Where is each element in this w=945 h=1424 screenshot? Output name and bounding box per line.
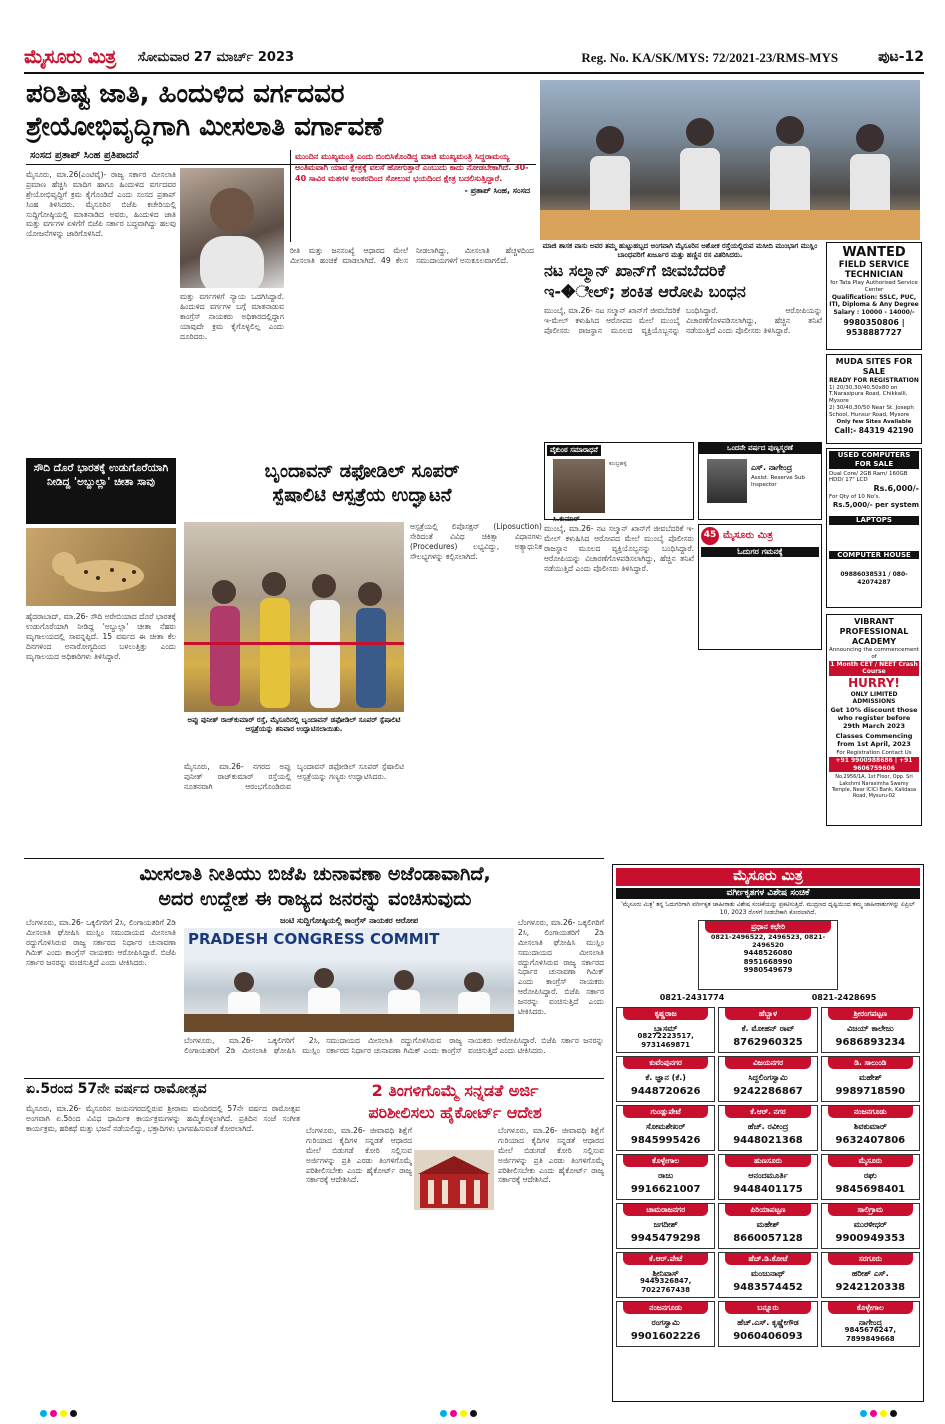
agent-area-heading: ಸಾಲಿಗ್ರಾಮ — [828, 1204, 913, 1215]
lead-kicker: ಸಂಸದ ಪ್ರತಾಪ್ ಸಿಂಹ ಪ್ರತಿಪಾದನೆ — [30, 150, 139, 161]
head-office-heading: ಪ್ರಧಾನ ಕಛೇರಿ — [705, 921, 831, 932]
classified-agent-cell — [821, 1252, 920, 1298]
agent-area-heading: ಬನ್ನೂರು — [725, 1302, 810, 1313]
academy-phone: +91 9900988686 | +91 9606759606 — [829, 757, 919, 772]
magenta-mark-icon — [50, 1410, 57, 1417]
lead-body-col-2: ಮತ್ತು ವರ್ಗಗಳಿಗೆ ನ್ಯಾಯ ಒದಗಿಸಿದ್ದಾರೆ. ಹಿಂದುಳಿದ ವರ್ಗಗಳ ಬಗ್ಗೆ ಮಾತನಾಡುವ ಕಾಂಗ್ರೆಸ್ ನಾಯಕರು ಅಧಿಕಾರದಲ್ಲಿದ್ದಾಗ ಯಾವುದೇ ಕ್ರಮ ಕೈಗೊಳ್ಳಲಿಲ್ಲ ಎಂದು ದೂರಿದರು. — [180, 292, 284, 341]
computers-phone: 09886038531 / 080- 42074287 — [840, 571, 908, 586]
muda-line-2: 2) 30/40,30/50 Near St. Joseph School, Hunsur Road, Mysore — [829, 405, 914, 418]
salman-headline-line-1: ನಟ ಸಲ್ಮಾನ್ ಖಾನ್‌ಗೆ ಜೀವಬೆದರಿಕೆ — [544, 261, 726, 280]
readers-notice-box — [698, 524, 822, 650]
agent-area-heading: ಹೆಚ್.ಡಿ.ಕೋಟೆ — [725, 1253, 810, 1264]
muda-sub: READY FOR REGISTRATION — [829, 377, 919, 384]
lead-body-col-1: ಮೈಸೂರು, ಮಾ.26(ಎಂಟಿವೈ)- ರಾಜ್ಯ ಸರ್ಕಾರ ಮೀಸಲಾತಿ ಪ್ರಮಾಣ ಹೆಚ್ಚಿಸಿ ಮಾದಿಗ ಹಾಗೂ ಹಿಂದುಳಿದ ವರ್ಗದವರ ಶ್ರೇಯೋಭಿವೃದ್ಧಿಗೆ ಕ್ರಮ ಕೈಗೊಂಡಿದೆ ಎಂದು ಸಂಸದ ಪ್ರತಾಪ್ ಸಿಂಹ ತಿಳಿಸಿದರು. ಮೈಸೂರಿನ ಬಿಜೆಪಿ ಕಚೇರಿಯಲ್ಲಿ ಸುದ್ದಿಗೋಷ್ಠಿಯಲ್ಲಿ ಮಾತನಾಡಿದ ಅವರು, ಹಿಂದುಳಿದ ಜಾತಿ ಮತ್ತು ವರ್ಗಗಳ ಏಳಿಗೆಗೆ ಬಿಜೆಪಿ ಸರ್ಕಾರ ಬದ್ಧವಾಗಿದ್ದು ಹಲವು ಯೋಜನೆಗಳನ್ನು ಜಾರಿಗೊಳಿಸಿದೆ. — [26, 170, 176, 239]
classified-agent-cell — [616, 1056, 715, 1102]
muda-line-3: Only few Sites Available — [836, 418, 912, 425]
classifieds-agent-grid — [616, 1007, 920, 1347]
agent-phone: 9448720626 — [630, 1085, 701, 1097]
cyan-mark-icon — [40, 1410, 47, 1417]
cyan-mark-icon — [440, 1410, 447, 1417]
bjp-body-col-2: ಬೆಂಗಳೂರು, ಮಾ.26- ಒಕ್ಕಲಿಗರಿಗೆ 2ಸಿ, ಲಿಂಗಾಯತರಿಗೆ 2ಡಿ ಮೀಸಲಾತಿ ಘೋಷಿಸಿ ಮುಸ್ಲಿಂ ಸಮುದಾಯದ ಮೀಸಲಾತಿ ರದ್ದುಗೊಳಿಸಿರುವ ರಾಜ್ಯ ಸರ್ಕಾರದ ನಿರ್ಧಾರ ಚುನಾವಣಾ ಗಿಮಿಕ್ ಎಂದು ಕಾಂಗ್ರೆಸ್ ನಾಯಕರು ಆರೋಪಿಸಿದ್ದಾರೆ. ಬಿಜೆಪಿ ಸರ್ಕಾರ ಜನರನ್ನು ವಂಚಿಸುತ್ತಿದೆ ಎಂದು ಟೀಕಿಸಿದರು. — [184, 1036, 604, 1055]
lead-quote — [290, 150, 534, 242]
agent-name: ಮಹೇಶ್ — [858, 1072, 882, 1082]
lead-headline — [26, 80, 536, 141]
agent-name: ಹೆಚ್.ಎಸ್. ಕೃಷ್ಣೇಗೌಡ — [737, 1317, 799, 1327]
classified-agent-cell — [616, 1203, 715, 1249]
print-registration-marks — [860, 1410, 897, 1417]
agent-phone: 9845995426 — [630, 1134, 701, 1146]
agent-area-heading: ಕುವೆಂಪುನಗರ — [623, 1057, 708, 1068]
agent-area-heading: ಸರಗೂರು — [828, 1253, 913, 1264]
agent-phone: 9632407806 — [835, 1134, 906, 1146]
magenta-mark-icon — [450, 1410, 457, 1417]
head-office-phone-3: 8951668990 — [743, 957, 793, 966]
classified-agent-cell — [718, 1154, 817, 1200]
agent-phone: 9945479298 — [630, 1232, 701, 1244]
classifieds-logo: ಮೈಸೂರು ಮಿತ್ರ — [616, 868, 920, 886]
magenta-mark-icon — [870, 1410, 877, 1417]
black-mark-icon — [470, 1410, 477, 1417]
top-photo-caption: ಮಾಜಿ ಶಾಸಕ ವಾಸು ಅವರ ತಮ್ಮ ಹುಟ್ಟುಹಬ್ಬದ ಅಂಗವಾಗಿ ಮೈಸೂರಿನ ಅಶೋಕ ರಸ್ತೆಯಲ್ಲಿರುವ ಮಸೀದಿ ಮುಂಭಾಗ ಮುಸ್ಲಿಂ ಬಾಂಧವರಿಗೆ ಖರ್ಜೂರ ಮತ್ತು ಹಣ್ಣಿನ ರಸ ವಿತರಿಸಿದರು. — [542, 242, 818, 259]
obituary-2-role: Assist. Reserve Sub Inspector — [751, 475, 805, 488]
classifieds-section — [612, 864, 924, 1402]
highcourt-headline-line-1: 2 ತಿಂಗಳಿಗೊಮ್ಮೆ ಸನ್ನಡತೆ ಅರ್ಜಿ — [371, 1081, 539, 1100]
court-building-icon — [414, 1150, 494, 1210]
classified-agent-cell — [718, 1105, 817, 1151]
agent-phone: 9916621007 — [630, 1183, 701, 1195]
black-mark-icon — [70, 1410, 77, 1417]
obituary-1-text: ಕುಂಬ್ರಹಳ್ಳಿ — [609, 461, 627, 467]
highcourt-headline-line-2: ಪರಿಶೀಲಿಸಲು ಹೈಕೋರ್ಟ್ ಆದೇಶ — [368, 1102, 542, 1122]
academy-title: VIBRANT PROFESSIONAL ACADEMY — [839, 617, 909, 646]
agent-name: ಮಂಜುನಾಥ್ — [750, 1268, 786, 1278]
head-office-phone-2: 9448526080 — [743, 948, 793, 957]
computer-house-name: COMPUTER HOUSE — [829, 551, 919, 560]
academy-contact: For Registration Contact Us — [836, 750, 912, 757]
agent-phone: 08272223517, 9731469871 — [637, 1031, 694, 1049]
anniversary-badge: 45 — [701, 527, 719, 545]
readers-box-logo: ಮೈಸೂರು ಮಿತ್ರ — [723, 529, 773, 541]
wanted-desc: for Tata Play Authorised Service Center — [830, 279, 918, 293]
agent-name: ಕೆ. ಜ್ಞಾನ (ಕೆ.) — [645, 1072, 686, 1082]
ramzan-distribution-photo — [540, 80, 920, 240]
agent-name: ಮುರಳೀಧರ್ — [853, 1219, 887, 1229]
bjp-body-col-3: ಬೆಂಗಳೂರು, ಮಾ.26- ಒಕ್ಕಲಿಗರಿಗೆ 2ಸಿ, ಲಿಂಗಾಯತರಿಗೆ 2ಡಿ ಮೀಸಲಾತಿ ಘೋಷಿಸಿ ಮುಸ್ಲಿಂ ಸಮುದಾಯದ ಮೀಸಲಾತಿ ರದ್ದುಗೊಳಿಸಿರುವ ರಾಜ್ಯ ಸರ್ಕಾರದ ನಿರ್ಧಾರ ಚುನಾವಣಾ ಗಿಮಿಕ್ ಎಂದು ಕಾಂಗ್ರೆಸ್ ನಾಯಕರು ಆರೋಪಿಸಿದ್ದಾರೆ. ಬಿಜೆಪಿ ಸರ್ಕಾರ ಜನರನ್ನು ವಂಚಿಸುತ್ತಿದೆ ಎಂದು ಟೀಕಿಸಿದರು. — [518, 918, 604, 1017]
agent-name: ಬ್ಲಾಸಮ್ — [653, 1023, 678, 1033]
divider — [24, 1078, 604, 1079]
mp-portrait-photo — [180, 168, 284, 288]
academy-hurry: HURRY! — [848, 675, 900, 690]
agent-phone: 9686893234 — [835, 1036, 906, 1048]
head-office-phone: 0821-2496522, 2496523, 0821-2496520 — [710, 932, 826, 949]
agent-name: ರಂಗಸ್ವಾಮಿ — [651, 1317, 680, 1327]
agent-area-heading: ಕೊಳ್ಳೇಗಾಲ — [623, 1155, 708, 1166]
salman-headline — [544, 262, 822, 300]
computers-qty-price: Rs.5,000/- per system — [832, 501, 919, 510]
quote-byline: - ಪ್ರತಾಪ್ ಸಿಂಹ, ಸಂಸದ — [464, 186, 530, 196]
agent-name: ನಾಗೇಂದ್ರ — [858, 1317, 882, 1327]
agent-name: ಜಗದೀಶ್ — [653, 1219, 678, 1229]
agent-area-heading: ಹುಣಸೂರು — [725, 1155, 810, 1166]
agent-area-heading: ನಂಜನಗೂಡು — [828, 1106, 913, 1117]
hospital-headline-line-1: ಬೃಂದಾವನ್ ಡಫೋಡಿಲ್ ಸೂಪರ್ — [264, 461, 460, 482]
classifieds-intro: 'ಮೈಸೂರು ಮಿತ್ರ' ತನ್ನ ಓದುಗರಿಗಾಗಿ ವರ್ಗೀಕೃತ ಜಾಹೀರಾತು ವಿಶೇಷ ಸಂಚಿಕೆಯನ್ನು ಪ್ರಕಟಿಸುತ್ತಿದೆ. ಮುದ್ರಣದ ದೃಷ್ಟಿಯಿಂದ ತಮ್ಮ ಜಾಹೀರಾತುಗಳನ್ನು ಏಪ್ರಿಲ್ 10, 2023 ರೊಳಗೆ ನೀಡಬೇಕಾಗಿ ಕೋರಲಾಗಿದೆ. — [621, 900, 915, 916]
hospital-headline — [184, 462, 540, 506]
hospital-headline-line-2: ಸ್ಪೆಷಾಲಿಟಿ ಆಸ್ಪತ್ರೆಯ ಉದ್ಘಾಟನೆ — [272, 484, 452, 506]
lead-headline-line-1: ಪರಿಶಿಷ್ಟ ಜಾತಿ, ಹಿಂದುಳಿದ ವರ್ಗದವರ — [26, 79, 345, 109]
obituary-2-name: ಎಸ್. ನಾಗೇಂದ್ರ — [751, 463, 793, 472]
academy-limited: ONLY LIMITED ADMISSIONS — [850, 690, 898, 706]
lead-headline-line-2: ಶ್ರೇಯೋಭಿವೃದ್ಧಿಗಾಗಿ ಮೀಸಲಾತಿ ವರ್ಗಾವಣೆ — [26, 111, 384, 142]
salman-body-continued: ಮುಂಬೈ, ಮಾ.26- ನಟ ಸಲ್ಮಾನ್ ಖಾನ್‌ಗೆ ಜೀವಬೆದರಿಕೆ ಇ-ಮೇಲ್ ಕಳುಹಿಸಿದ ಆರೋಪದ ಮೇಲೆ ಮುಂಬೈ ಪೊಲೀಸರು ರಾಜಸ್ಥಾನ ಮೂಲದ ವ್ಯಕ್ತಿಯೊಬ್ಬನನ್ನು ಬಂಧಿಸಿದ್ದಾರೆ. ಆರೋಪಿಯನ್ನು ವಿಚಾರಣೆಗೊಳಪಡಿಸಲಾಗಿದ್ದು, ಹೆಚ್ಚಿನ ತನಿಖೆ ನಡೆಯುತ್ತಿದೆ ಎಂದು ಪೊಲೀಸರು ತಿಳಿಸಿದ್ದಾರೆ. — [544, 524, 694, 573]
muda-sites-ad — [826, 354, 922, 444]
registration-number: Reg. No. KA/SK/MYS: 72/2021-23/RMS-MYS — [581, 49, 839, 65]
laptops-heading: LAPTOPS — [829, 516, 919, 525]
agent-name: ಹೆಚ್. ರವೀಂದ್ರ — [747, 1121, 789, 1131]
yellow-mark-icon — [60, 1410, 67, 1417]
cheetah-icon — [26, 528, 176, 606]
agent-name: ರಾಜು — [658, 1170, 674, 1180]
muda-title: MUDA SITES FOR SALE — [835, 357, 913, 376]
person-portrait-icon — [180, 168, 284, 288]
highcourt-headline — [306, 1082, 604, 1121]
hospital-body-2: ಆಸ್ಪತ್ರೆಯಲ್ಲಿ ಲಿಪೊಸಕ್ಷನ್ (Liposuction) ಸೇರಿದಂತೆ ವಿವಿಧ ಚಿಕಿತ್ಸಾ ವಿಧಾನಗಳು (Procedures) ಲಭ್ಯವಿದ್ದು, ಅತ್ಯಾಧುನಿಕ ಸೌಲಭ್ಯಗಳನ್ನು ಕಲ್ಪಿಸಲಾಗಿದೆ. — [410, 522, 542, 561]
agent-name: ವಿಜಯ್ ಕಾಲೇಜು — [847, 1023, 894, 1033]
classified-agent-cell — [718, 1007, 817, 1053]
yellow-mark-icon — [880, 1410, 887, 1417]
agent-area-heading: ಡಿ. ಸಾಲುಂಡಿ — [828, 1057, 913, 1068]
issue-date: ಸೋಮವಾರ 27 ಮಾರ್ಚ್ 2023 — [137, 49, 295, 65]
classified-agent-cell — [821, 1203, 920, 1249]
academy-discount: Get 10% discount those who register before 29th March 2023 — [830, 705, 918, 730]
readers-box-title: ಓದುಗರ ಗಮನಕ್ಕೆ — [701, 547, 819, 557]
agent-area-heading: ಶ್ರೀರಂಗಪಟ್ಟಣ — [828, 1008, 913, 1019]
computers-qty-label: For Qty of 10 No's. — [829, 494, 881, 501]
wanted-qualification: Qualification: SSLC, PUC, ITI, Diploma & Any Degree — [829, 293, 919, 309]
yellow-mark-icon — [460, 1410, 467, 1417]
highcourt-body-2: ಬೆಂಗಳೂರು, ಮಾ.26- ಜೀವಾವಧಿ ಶಿಕ್ಷೆಗೆ ಗುರಿಯಾದ ಕೈದಿಗಳ ಸನ್ನಡತೆ ಆಧಾರದ ಮೇಲೆ ಬಿಡುಗಡೆ ಕೋರಿ ಸಲ್ಲಿಸುವ ಅರ್ಜಿಗಳನ್ನು ಪ್ರತಿ ಎರಡು ತಿಂಗಳಿಗೊಮ್ಮೆ ಪರಿಶೀಲಿಸಬೇಕು ಎಂದು ಹೈಕೋರ್ಟ್ ರಾಜ್ಯ ಸರ್ಕಾರಕ್ಕೆ ಆದೇಶಿಸಿದೆ. — [498, 1126, 604, 1185]
cheetah-headline: ಸೌದಿ ದೊರೆ ಭಾರತಕ್ಕೆ ಉಡುಗೊರೆಯಾಗಿ ನೀಡಿದ್ದ 'ಅಬ್ದುಲ್ಲಾ' ಚೀತಾ ಸಾವು — [26, 458, 176, 524]
computers-spec: Dual Core/ 2GB Ram/ 160GB HDD/ 17" LCD — [829, 470, 908, 484]
print-registration-marks — [40, 1410, 77, 1417]
agent-phone: 9448401175 — [733, 1183, 803, 1195]
classified-agent-cell — [718, 1056, 817, 1102]
ramotsava-headline: ಏ.5ರಂದ 57ನೇ ವರ್ಷದ ರಾಮೋತ್ಸವ — [26, 1081, 207, 1097]
head-office-phone-4: 9980549679 — [743, 966, 793, 975]
salman-headline-line-2: ಇ-�ೇಲ್; ಶಂಕಿತ ಆರೋಪಿ ಬಂಧನ — [544, 281, 746, 301]
agent-area-heading: ಕೃಷ್ಣರಾಜ — [623, 1008, 708, 1019]
agent-phone: 9449326847, 7022767438 — [639, 1276, 692, 1294]
obituary-1-heading: ವೈಕುಂಠ ಸಮಾರಾಧನೆ — [547, 445, 601, 456]
computers-price: Rs.6,000/- — [873, 484, 919, 494]
agent-area-heading: ಚಾಮರಾಜನಗರ — [623, 1204, 708, 1215]
agent-phone: 9060406093 — [733, 1330, 803, 1342]
congress-banner-text: PRADESH CONGRESS COMMIT — [188, 930, 440, 948]
congress-press-meet-photo — [184, 928, 514, 1032]
agent-name: ಹರೀಶ್ ಎಸ್. — [851, 1268, 889, 1278]
black-mark-icon — [890, 1410, 897, 1417]
muda-phone: Call:- 84319 42190 — [834, 425, 914, 435]
agent-area-heading: ಗುಂಡ್ಲುಪೇಟೆ — [623, 1106, 708, 1117]
classifieds-head-office — [698, 920, 838, 990]
crowd-scene-icon — [540, 80, 920, 240]
agent-name: ಮಹೇಶ್ — [756, 1219, 780, 1229]
obituary-1 — [544, 442, 694, 523]
agent-area-heading: ವಿಜಯನಗರ — [725, 1057, 810, 1068]
agent-area-heading: ಪಿರಿಯಾಪಟ್ಟಣ — [725, 1204, 810, 1215]
highcourt-body-1: ಬೆಂಗಳೂರು, ಮಾ.26- ಜೀವಾವಧಿ ಶಿಕ್ಷೆಗೆ ಗುರಿಯಾದ ಕೈದಿಗಳ ಸನ್ನಡತೆ ಆಧಾರದ ಮೇಲೆ ಬಿಡುಗಡೆ ಕೋರಿ ಸಲ್ಲಿಸುವ ಅರ್ಜಿಗಳನ್ನು ಪ್ರತಿ ಎರಡು ತಿಂಗಳಿಗೊಮ್ಮೆ ಪರಿಶೀಲಿಸಬೇಕು ಎಂದು ಹೈಕೋರ್ಟ್ ರಾಜ್ಯ ಸರ್ಕಾರಕ್ಕೆ ಆದೇಶಿಸಿದೆ. — [306, 1126, 412, 1185]
classified-agent-cell — [718, 1301, 817, 1347]
divider — [24, 858, 604, 859]
agent-name: ಶ್ರೀನಿವಾಸ್ — [652, 1268, 679, 1278]
classified-agent-cell — [821, 1154, 920, 1200]
quote-text: ಮುಂದಿನ ಮುಖ್ಯಮಂತ್ರಿ ಎಂದು ಬಿಂಬಿಸಿಕೊಂಡಿದ್ದ ಮಾಜಿ ಮುಖ್ಯಮಂತ್ರಿ ಸಿದ್ದರಾಮಯ್ಯ ಅಂತಿಮವಾಗಿ ಯಾವ ಕ್ಷೇತ್ರಕ್ಕೆ ವಲಸೆ ಹೋಗುತ್ತಾರೆ ಎಂಬುದು ಕಾದು ನೋಡಬೇಕಾಗಿದೆ. 30-40 ಸಾವಿರ ಮತಗಳ ಅಂತರದಿಂದ ಸೋಲುವ ಭಯದಿಂದ ಕ್ಷೇತ್ರ ಬದಲಿಸುತ್ತಿದ್ದಾರೆ. — [295, 152, 529, 183]
bjp-headline-line-2: ಅದರ ಉದ್ದೇಶ ಈ ರಾಜ್ಯದ ಜನರನ್ನು ವಂಚಿಸುವುದು — [158, 887, 472, 910]
agent-name: ಕೆ. ಮೋಹನ್ ರಾವ್ — [741, 1023, 795, 1033]
agent-phone: 8762960325 — [733, 1036, 803, 1048]
bjp-headline — [26, 864, 604, 910]
agent-phone: 9989718590 — [835, 1085, 906, 1097]
used-computers-ad — [826, 448, 922, 608]
academy-course: 1 Month CET / NEET Crash Course — [830, 660, 918, 676]
classifieds-banner: ವರ್ಗೀಕೃತಗಳ ವಿಶೇಷ ಸಂಚಿಕೆ — [616, 888, 920, 899]
branch-2-phone: 0821-2428695 — [811, 993, 877, 1003]
wanted-ad — [826, 242, 922, 350]
agent-area-heading: ಕೆ.ಆರ್. ನಗರ — [725, 1106, 810, 1117]
agent-area-heading: ಕೆ.ಆರ್.ಪೇಟೆ — [623, 1253, 708, 1264]
highcourt-building-photo — [414, 1150, 494, 1210]
classified-agent-cell — [718, 1203, 817, 1249]
agent-area-heading: ಹೆಬ್ಬಾಳ — [725, 1008, 810, 1019]
agent-phone: 8660057128 — [733, 1232, 803, 1244]
agent-name: ಸೋಮಶೇಖರ್ — [646, 1121, 686, 1131]
agent-name: ಶಿವಕುಮಾರ್ — [853, 1121, 887, 1131]
masthead — [24, 44, 924, 74]
obituary-2 — [698, 442, 822, 520]
agent-name: ರಘು — [863, 1170, 877, 1180]
classified-agent-cell — [616, 1252, 715, 1298]
newspaper-logo: ಮೈಸೂರು ಮಿತ್ರ — [24, 46, 116, 69]
agent-phone: 9242286867 — [733, 1085, 803, 1097]
hospital-body-1: ಮೈಸೂರು, ಮಾ.26- ನಗರದ ಅಪ್ಪು ಪುನೀತ್ ರಾಜ್‌ಕುಮಾರ್ ರಸ್ತೆಯಲ್ಲಿ ನೂತನವಾಗಿ ಆರಂಭಗೊಂಡಿರುವ ಬೃಂದಾವನ್ ಡಫೋಡಿಲ್ ಸೂಪರ್ ಸ್ಪೆಷಾಲಿಟಿ ಆಸ್ಪತ್ರೆಯನ್ನು ಗಣ್ಯರು ಉದ್ಘಾಟಿಸಿದರು. — [184, 762, 404, 791]
cyan-mark-icon — [860, 1410, 867, 1417]
bjp-headline-line-1: ಮೀಸಲಾತಿ ನೀತಿಯು ಬಿಜೆಪಿ ಚುನಾವಣಾ ಅಜೆಂಡಾವಾಗಿದೆ, — [139, 863, 491, 885]
classified-agent-cell — [616, 1105, 715, 1151]
academy-sub: Announcing the commencement of — [829, 647, 919, 660]
lead-body-col-3: ರೀತಿ ಮತ್ತು ಜನಸಂಖ್ಯೆ ಆಧಾರದ ಮೇಲೆ ಮೀಸಲಾತಿ ಹಂಚಿಕೆ ಮಾಡಲಾಗಿದೆ. 49 ಕೆಲಸ ನೀಡಲಾಗಿದ್ದು, ಮೀಸಲಾತಿ ಹೆಚ್ಚಳದಿಂದ ಸಮುದಾಯಗಳಿಗೆ ಅನುಕೂಲವಾಗಲಿದೆ. — [290, 246, 534, 265]
bjp-photo-caption: ಜಂಟಿ ಸುದ್ದಿಗೋಷ್ಠಿಯಲ್ಲಿ ಕಾಂಗ್ರೆಸ್ ನಾಯಕರ ಆರೋಪ — [280, 916, 418, 925]
agent-phone: 9845676247, 7899849668 — [844, 1325, 897, 1343]
agent-name: ಸಿದ್ದಲಿಂಗಸ್ವಾಮಿ — [748, 1072, 788, 1082]
obituary-2-photo — [707, 459, 747, 503]
page-number: ಪುಟ-12 — [878, 49, 924, 66]
wanted-salary: Salary : 10000 - 14000/- — [833, 308, 915, 316]
agent-name: ಆನಂದಮೂರ್ತಿ — [748, 1170, 788, 1180]
classified-agent-cell — [616, 1154, 715, 1200]
branch-1-phone: 0821-2431774 — [659, 993, 725, 1003]
academy-ad — [826, 614, 922, 826]
wanted-phone: 9980350806 | 9538887727 — [843, 318, 905, 338]
ribbon-cutting-icon — [184, 522, 404, 712]
obituary-1-name: ಸಿ.ಕುಮಾರ್ — [553, 515, 580, 523]
wanted-title: WANTED — [842, 245, 906, 260]
hospital-inauguration-photo — [184, 522, 404, 712]
classified-agent-cell — [821, 1105, 920, 1151]
ramotsava-body: ಮೈಸೂರು, ಮಾ.26- ಮೈಸೂರಿನ ಜಯನಗರದಲ್ಲಿರುವ ಶ್ರೀರಾಮ ಮಂದಿರದಲ್ಲಿ 57ನೇ ವರ್ಷದ ರಾಮೋತ್ಸವ ಅಂಗವಾಗಿ ಏ.5ರಿಂದ ವಿವಿಧ ಧಾರ್ಮಿಕ ಕಾರ್ಯಕ್ರಮಗಳನ್ನು ಹಮ್ಮಿಕೊಳ್ಳಲಾಗಿದೆ. ಪ್ರತಿದಿನ ಸಂಜೆ ಸಂಗೀತ ಕಾರ್ಯಕ್ರಮ, ಹರಿಕಥೆ ಮತ್ತು ಭಜನೆ ನಡೆಯಲಿದ್ದು, ಭಕ್ತಾದಿಗಳು ಭಾಗವಹಿಸುವಂತೆ ಕೋರಲಾಗಿದೆ. — [26, 1104, 300, 1133]
agent-phone: 9483574452 — [733, 1281, 803, 1293]
computers-title: USED COMPUTERS FOR SALE — [829, 451, 919, 469]
obituary-1-photo — [553, 459, 605, 513]
muda-line-1: 1) 20/30,30/40,50x80 on T.Narasipura Road, Chikkalli, Mysore — [829, 384, 908, 405]
classified-agent-cell — [616, 1007, 715, 1053]
agent-area-heading: ಕೊಳ್ಳೇಗಾಲ — [828, 1302, 913, 1313]
classified-agent-cell — [821, 1301, 920, 1347]
classified-agent-cell — [718, 1252, 817, 1298]
print-registration-marks — [440, 1410, 477, 1417]
obituary-2-heading: ಒಂದನೇ ವರ್ಷದ ಪುಣ್ಯಸ್ಮರಣೆ — [699, 443, 821, 454]
classified-agent-cell — [616, 1301, 715, 1347]
classified-agent-cell — [821, 1007, 920, 1053]
agent-phone: 9900949353 — [835, 1232, 906, 1244]
salman-body: ಮುಂಬೈ, ಮಾ.26- ನಟ ಸಲ್ಮಾನ್ ಖಾನ್‌ಗೆ ಜೀವಬೆದರಿಕೆ ಇ-ಮೇಲ್ ಕಳುಹಿಸಿದ ಆರೋಪದ ಮೇಲೆ ಮುಂಬೈ ಪೊಲೀಸರು ರಾಜಸ್ಥಾನ ಮೂಲದ ವ್ಯಕ್ತಿಯೊಬ್ಬನನ್ನು ಬಂಧಿಸಿದ್ದಾರೆ. ಆರೋಪಿಯನ್ನು ವಿಚಾರಣೆಗೊಳಪಡಿಸಲಾಗಿದ್ದು, ಹೆಚ್ಚಿನ ತನಿಖೆ ನಡೆಯುತ್ತಿದೆ ಎಂದು ಪೊಲೀಸರು ತಿಳಿಸಿದ್ದಾರೆ. — [544, 306, 822, 335]
agent-phone: 9242120338 — [835, 1281, 906, 1293]
wanted-subtitle: FIELD SERVICE TECHNICIAN — [838, 260, 910, 280]
classified-agent-cell — [821, 1056, 920, 1102]
cheetah-body: ಹೈದರಾಬಾದ್, ಮಾ.26- ಸೌದಿ ಅರೇಬಿಯಾದ ದೊರೆ ಭಾರತಕ್ಕೆ ಉಡುಗೊರೆಯಾಗಿ ನೀಡಿದ್ದ 'ಅಬ್ದುಲ್ಲಾ' ಚೀತಾ ನೆಹರು ಮೃಗಾಲಯದಲ್ಲಿ ಸಾವನ್ನಪ್ಪಿದೆ. 15 ವರ್ಷದ ಈ ಚೀತಾ ಕೆಲ ದಿನಗಳಿಂದ ಅನಾರೋಗ್ಯದಿಂದ ಬಳಲುತ್ತಿತ್ತು ಎಂದು ಮೃಗಾಲಯದ ಅಧಿಕಾರಿಗಳು ತಿಳಿಸಿದ್ದಾರೆ. — [26, 612, 176, 661]
academy-classes: Classes Commencing from 1st April, 2023 — [835, 732, 913, 749]
cheetah-photo — [26, 528, 176, 606]
agent-phone: 9448021368 — [733, 1134, 803, 1146]
agent-area-heading: ನಂಜನಗೂಡು — [623, 1302, 708, 1313]
bjp-body-col-1: ಬೆಂಗಳೂರು, ಮಾ.26- ಒಕ್ಕಲಿಗರಿಗೆ 2ಸಿ, ಲಿಂಗಾಯತರಿಗೆ 2ಡಿ ಮೀಸಲಾತಿ ಘೋಷಿಸಿ ಮುಸ್ಲಿಂ ಸಮುದಾಯದ ಮೀಸಲಾತಿ ರದ್ದುಗೊಳಿಸಿರುವ ರಾಜ್ಯ ಸರ್ಕಾರದ ನಿರ್ಧಾರ ಚುನಾವಣಾ ಗಿಮಿಕ್ ಎಂದು ಕಾಂಗ್ರೆಸ್ ನಾಯಕರು ಆರೋಪಿಸಿದ್ದಾರೆ. ಬಿಜೆಪಿ ಸರ್ಕಾರ ಜನರನ್ನು ವಂಚಿಸುತ್ತಿದೆ ಎಂದು ಟೀಕಿಸಿದರು. — [26, 918, 176, 967]
hospital-photo-caption: ಅಪ್ಪು ಪುನೀತ್ ರಾಜ್‌ಕುಮಾರ್ ರಸ್ತೆ, ಮೈಸೂರಿನಲ್ಲಿ ಬೃಂದಾವನ್ ಡಫೋಡಿಲ್ ಸೂಪರ್ ಸ್ಪೆಷಾಲಿಟಿ ಆಸ್ಪತ್ರೆಯನ್ನು ಶನಿವಾರ ಉದ್ಘಾಟಿಸಲಾಯಿತು. — [187, 716, 401, 733]
agent-area-heading: ಮೈಸೂರು — [828, 1155, 913, 1166]
agent-phone: 9845698401 — [835, 1183, 906, 1195]
agent-phone: 9901602226 — [630, 1330, 701, 1342]
academy-address: No.2956/1A, 1st Floor, Opp. Sri Lakshmi Narasimha Swamy Temple, Near ICICI Bank, Kalidasa Road, Mysuru-02 — [831, 774, 917, 799]
